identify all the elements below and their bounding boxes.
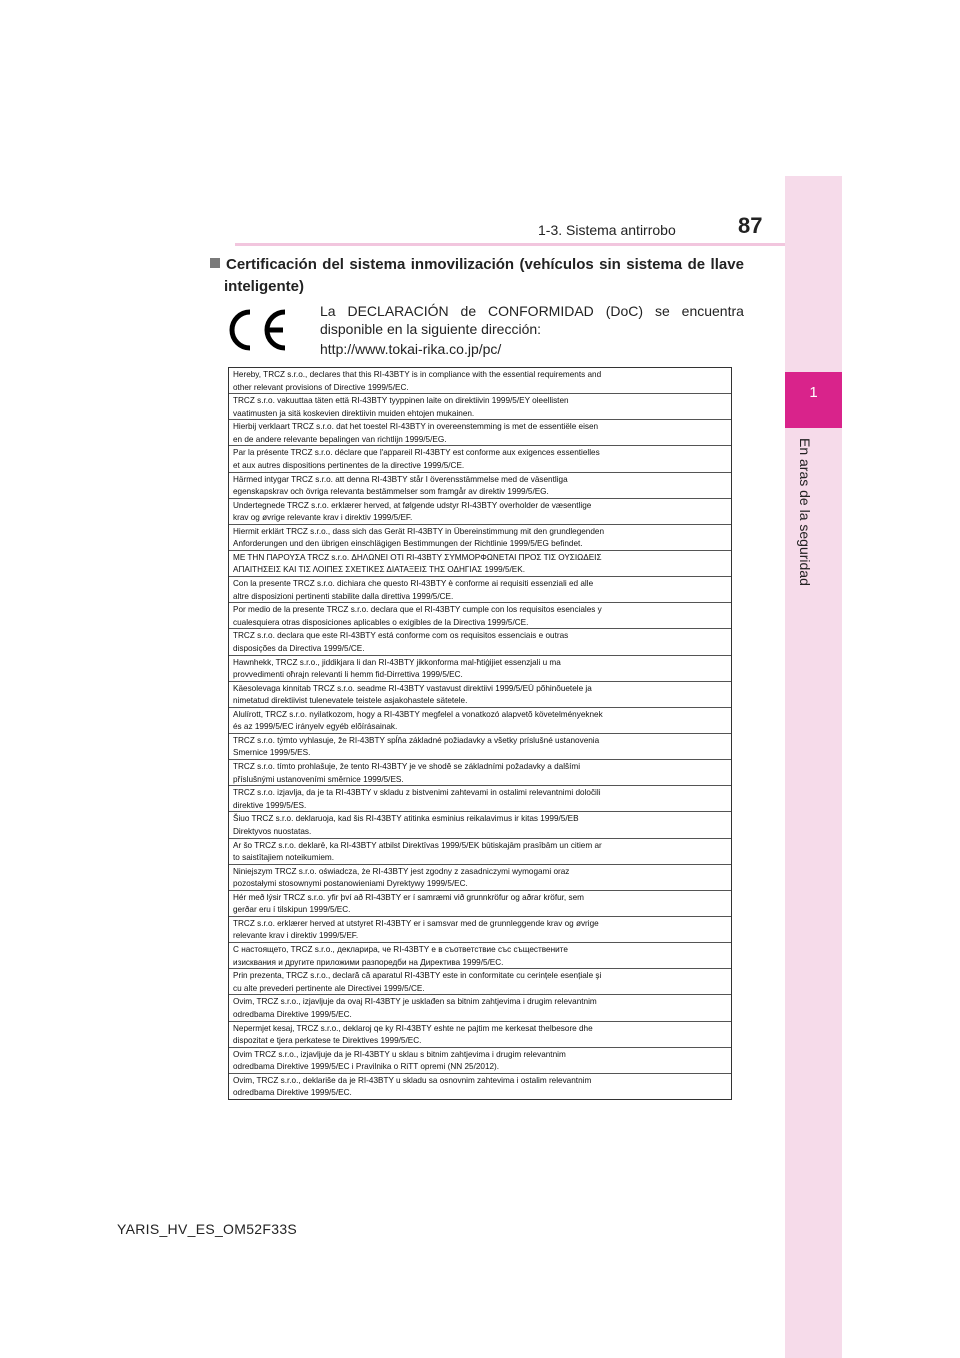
doc-word: DECLARACIÓN [347,303,449,319]
chapter-side-tab [785,176,842,1358]
declaration-row [229,708,731,734]
declaration-row [229,420,731,446]
declaration-text: Niniejszym TRCZ s.r.o. oświadcza, że RI-43BTY jest zgodny z zasadniczymi wymogami oraz [233,866,570,876]
declaration-text: Härmed intygar TRCZ s.r.o. att denna RI-43BTY står I överensstämmelse med de väsentliga [233,474,568,484]
declaration-row [229,1022,731,1048]
heading-line-2: inteligente) [224,278,305,295]
declaration-text: gerðar eru í tilskipun 1999/5/EC. [233,905,351,915]
heading-word: sistema [626,256,683,273]
declaration-text: to saistītajiem noteikumiem. [233,853,335,863]
declaration-text: Alulírott, TRCZ s.r.o. nyilatkozom, hogy a RI-43BTY megfelel a vonatkozó alapvetõ követelményeknek [233,709,603,719]
declaration-row [229,786,731,812]
declaration-row [229,760,731,786]
declaration-text: Por medio de la presente TRCZ s.r.o. declara que el RI-43BTY cumple con los requisitos esenciales y [233,605,602,615]
declaration-text: TRCZ s.r.o. declara que este RI-43BTY está conforme com os requisitos essenciais e outras [233,631,569,641]
declaration-text: et aux autres dispositions pertinentes de la directive 1999/5/CE. [233,460,465,470]
declaration-text: Direktyvos nuostatas. [233,826,312,836]
square-bullet-icon [210,258,220,268]
footer-code: YARIS_HV_ES_OM52F33S [117,1221,298,1237]
doc-statement-line-1 [320,302,744,320]
declaration-row [229,1048,731,1074]
declaration-text: krav og øvrige relevante krav i direktiv 1999/5/EF. [233,513,413,523]
heading-word: del [322,256,344,273]
declaration-text: С настоящето, TRCZ s.r.o., декларира, че RI-43BTY е в съответствие със съществените [233,945,568,955]
declaration-text: Hereby, TRCZ s.r.o., declares that this RI-43BTY is in compliance with the essential requirements and [233,370,602,379]
declaration-text: Hierbij verklaart TRCZ s.r.o. dat het toestel RI-43BTY in overeenstemming is met de essentiële eisen [233,422,599,432]
declaration-row [229,917,731,943]
declaration-text: Hiermit erklärt TRCZ s.r.o., dass sich das Gerät RI-43BTY in Übereinstimmung mit den grundlegenden [233,526,605,536]
declaration-text: ΜΕ ΤΗΝ ΠΑΡΟΥΣΑ TRCZ s.r.o. ΔΗΛΩΝΕΙ ΟΤΙ RI-43BTY ΣΥΜΜΟΡΦΩΝΕΤΑΙ ΠΡΟΣ ΤΙΣ ΟΥΣΙΩΔΕΙΣ [233,552,602,562]
declaration-text: odredbama Direktive 1999/5/EC i Pravilnika o RiTT opremi (NN 25/2012). [233,1062,500,1072]
declarations-table [228,367,732,1100]
declaration-text: nimetatud direktiivist tulenevatele teistele asjakohastele sätetele. [233,696,468,706]
declaration-row [229,943,731,969]
declaration-text: en de andere relevante bepalingen van richtlijn 1999/5/EG. [233,434,447,444]
declaration-text: TRCZ s.r.o. izjavlja, da je ta RI-43BTY v skladu z bistvenimi zahtevami in ostalimi relevantnimi določili [233,788,601,798]
doc-url-link[interactable]: http://www.tokai-rika.co.jp/pc/ [320,341,502,357]
declaration-text: TRCZ s.r.o. týmto vyhlasuje, že RI-43BTY spĺňa základné požiadavky a všetky príslušné ustanovenia [233,735,600,745]
declaration-text: provvedimenti oħrajn relevanti li hemm fid-Dirrettiva 1999/5/EC. [233,670,463,680]
page-number: 87 [738,213,763,238]
declaration-text: Ovim TRCZ s.r.o., izjavljuje da je RI-43BTY u sklau s bitnim zahtjevima i drugim relevantnim [233,1049,566,1059]
doc-word: encuentra [681,303,744,319]
heading-word: sin [599,256,621,273]
declaration-text: Undertegnede TRCZ s.r.o. erklærer herved, at følgende udstyr RI-43BTY overholder de væsentlige [233,500,592,510]
declaration-text: Hawnhekk, TRCZ s.r.o., jiddikjara li dan RI-43BTY jikkonforma mal-ħtiġijiet essenzjali u ma [233,657,561,667]
declaration-text: és az 1999/5/EC irányelv egyéb elõírásainak. [233,722,398,732]
declaration-row [229,525,731,551]
declaration-text: odredbama Direktive 1999/5/EC. [233,1088,352,1098]
heading-line-1 [210,254,744,276]
declaration-text: Par la présente TRCZ s.r.o. déclare que l'appareil RI-43BTY est conforme aux exigences essentielles [233,448,600,458]
doc-word: (DoC) [605,303,644,319]
declaration-text: cu alte prevederi pertinente ale Directivei 1999/5/CE. [233,983,425,993]
doc-word: de [460,303,477,319]
doc-statement-line-2: disponible en la siguiente dirección: [320,321,542,337]
declaration-text: Käesolevaga kinnitab TRCZ s.r.o. seadme RI-43BTY vastavust direktiivi 1999/5/EÜ põhinõuetele ja [233,683,592,693]
declaration-row [229,812,731,838]
declaration-text: Hér með lýsir TRCZ s.r.o. yfir því að RI-43BTY er í samræmi við grunnkröfur og aðrar kröfur, sem [233,892,584,902]
declaration-text: příslušnými ustanoveními směrnice 1999/5/ES. [233,774,404,784]
declaration-text: Nepermjet kesaj, TRCZ s.r.o., deklaroj qe ky RI-43BTY eshte ne pajtim me kerkesat thelbesore dhe [233,1023,593,1033]
heading-word: inmovilización [410,256,515,273]
declaration-text: vaatimusten ja sitä koskevien direktiivin muiden ehtojen mukainen. [233,408,475,418]
declaration-text: cualesquiera otras disposiciones aplicables o exigibles de la Directiva 1999/5/CE. [233,617,529,627]
declaration-text: TRCZ s.r.o. erklærer herved at utstyret RI-43BTY er i samsvar med de grunnleggende krav og øvrige [233,918,599,928]
declaration-text: Šiuo TRCZ s.r.o. deklaruoja, kad šis RI-43BTY atitinka esminius reikalavimus ir kitas 1999/5/EB [233,814,579,824]
declaration-row [229,1074,731,1099]
section-heading [210,254,744,298]
doc-statement [320,302,744,358]
heading-word: sistema [349,256,406,273]
declaration-text: relevante krav i direktiv 1999/5/EF. [233,931,359,941]
declaration-row [229,629,731,655]
declaration-row [229,656,731,682]
heading-first-word [210,254,317,276]
declaration-text: pozostałymi stosownymi postanowieniami Dyrektywy 1999/5/EC. [233,879,468,889]
declaration-text: Anforderungen und den übrigen einschlägigen Bestimmungen der Richtlinie 1999/5/EG befindet. [233,539,583,549]
declaration-row [229,551,731,577]
declaration-text: disposições da Directiva 1999/5/CE. [233,643,365,653]
declaration-row [229,499,731,525]
declaration-text: other relevant provisions of Directive 1999/5/EC. [233,382,409,392]
doc-word: se [654,303,670,319]
doc-word: La [320,303,336,319]
declaration-text: altre disposizioni pertinenti stabilite dalla direttiva 1999/5/CE. [233,591,454,601]
declaration-row [229,839,731,865]
declaration-text: Ovim, TRCZ s.r.o., izjavljuje da ovaj RI-43BTY je usklađen sa bitnim zahtjevima i drugim relevantnim [233,997,597,1007]
declaration-text: Ovim, TRCZ s.r.o., deklariše da je RI-43BTY u skladu sa osnovnim zahtevima i ostalim relevantnim [233,1075,592,1085]
declaration-row [229,603,731,629]
doc-word: CONFORMIDAD [488,303,594,319]
declaration-row [229,473,731,499]
header-divider [235,243,840,246]
heading-word: (vehículos [519,256,594,273]
declaration-text: direktive 1999/5/ES. [233,800,307,810]
declaration-text: Smernice 1999/5/ES. [233,748,311,758]
ce-mark-icon [222,307,288,353]
heading-word: de [687,256,706,273]
declaration-row [229,995,731,1021]
declaration-row [229,891,731,917]
declaration-row [229,682,731,708]
declaration-row [229,394,731,420]
chapter-number: 1 [809,384,818,401]
heading-word: llave [710,256,744,273]
declaration-text: Con la presente TRCZ s.r.o. dichiara che questo RI-43BTY è conforme ai requisiti essenziali ed alle [233,579,594,589]
declaration-text: изисквания и другите приложими разпоредби на Директива 1999/5/ЕС. [233,957,504,967]
heading-word: Certificación [226,256,317,273]
declaration-row [229,577,731,603]
declaration-text: Prin prezenta, TRCZ s.r.o., declară că aparatul RI-43BTY este in conformitate cu cerințele esențiale şi [233,971,602,981]
chapter-title: En aras de la seguridad [797,438,813,586]
declaration-row [229,969,731,995]
declaration-row [229,734,731,760]
section-title: 1-3. Sistema antirrobo [538,222,676,238]
declaration-text: ΑΠΑΙΤΗΣΕΙΣ ΚΑΙ ΤΙΣ ΛΟΙΠΕΣ ΣΧΕΤΙΚΕΣ ΔΙΑΤΑΞΕΙΣ ΤΗΣ ΟΔΗΓΙΑΣ 1999/5/ΕΚ. [233,565,525,575]
declaration-row [229,865,731,891]
declaration-text: egenskapskrav och övriga relevanta bestämmelser som framgår av direktiv 1999/5/EG. [233,487,549,497]
declaration-text: TRCZ s.r.o. tímto prohlašuje, že tento RI-43BTY je ve shodě se základními požadavky a dalšími [233,762,581,772]
declaration-row [229,446,731,472]
declaration-text: TRCZ s.r.o. vakuuttaa täten että RI-43BTY tyyppinen laite on direktiivin 1999/5/EY oleellisten [233,396,569,406]
declaration-row [229,368,731,394]
declaration-text: Ar šo TRCZ s.r.o. deklarē, ka RI-43BTY atbilst Direktīvas 1999/5/EK būtiskajām prasībām un citiem ar [233,840,602,850]
declaration-text: odredbama Direktive 1999/5/EC. [233,1009,352,1019]
declaration-text: dispozitat e tjera perkatese te Direktives 1999/5/EC. [233,1036,422,1046]
